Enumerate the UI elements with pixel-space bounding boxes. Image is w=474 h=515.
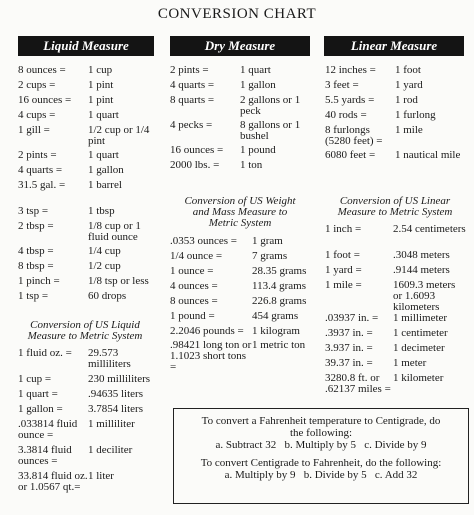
conversion-right-value: 1 kilometer	[393, 372, 444, 384]
conversion-left-value: 6080 feet =	[325, 149, 376, 161]
conversion-left-value: .03937 in. =	[325, 312, 379, 324]
conversion-left-value: 1 gill =	[18, 124, 50, 136]
conversion-right-value: 1 yard	[395, 79, 423, 91]
conversion-left-value: 1 mile =	[325, 279, 362, 291]
conversion-right-value: 1 milliliter	[88, 418, 135, 430]
conversion-right-value: 1 pint	[88, 79, 114, 91]
conversion-left-value: .0353 ounces =	[170, 235, 237, 247]
conversion-right-value: .3048 meters	[393, 249, 450, 261]
conversion-right-value: 113.4 grams	[252, 280, 306, 292]
conversion-right-value: 60 drops	[88, 290, 127, 302]
linear-metric-title: Conversion of US Linear Measure to Metric System	[337, 195, 453, 218]
conversion-left-value: 1 gallon =	[18, 403, 63, 415]
conversion-right-value: 3.7854 liters	[88, 403, 143, 415]
conversion-left-value: 8 tbsp =	[18, 260, 54, 272]
conversion-right-value: 1 gram	[252, 235, 283, 247]
conversion-right-value: 7 grams	[252, 250, 288, 262]
conversion-left-value: 5.5 yards =	[325, 94, 375, 106]
conversion-left-value: 3.937 in. =	[325, 342, 373, 354]
conversion-left-value: 4 cups =	[18, 109, 56, 121]
dry-metric-title: Conversion of US Weight and Mass Measure to Metric System	[184, 195, 296, 229]
conversion-right-value: 1 furlong	[395, 109, 436, 121]
conversion-left-value: 16 ounces =	[170, 144, 224, 156]
conversion-left-value: 3.3814 fluid ounces =	[18, 444, 72, 467]
conversion-left-value: 2 pints =	[18, 149, 57, 161]
conversion-left-value: 39.37 in. =	[325, 357, 373, 369]
conversion-right-value: 1 quart	[88, 109, 119, 121]
conversion-left-value: 4 ounces =	[170, 280, 218, 292]
conversion-right-value: 1/2 cup or 1/4 pint	[88, 124, 150, 147]
conversion-left-value: 3280.8 ft. or .62137 miles =	[325, 372, 391, 395]
conversion-right-value: 29.573 milliliters	[88, 347, 131, 370]
conversion-left-value: 1/4 ounce =	[170, 250, 223, 262]
conversion-right-value: 1 barrel	[88, 179, 122, 191]
conversion-right-value: 2 gallons or 1 peck	[240, 94, 301, 117]
f-to-c-steps: a. Subtract 32 b. Multiply by 5 c. Divide by 9	[215, 439, 427, 451]
conversion-right-value: 1609.3 meters or 1.6093 kilometers	[393, 279, 456, 313]
conversion-left-value: 8 quarts =	[170, 94, 215, 106]
conversion-left-value: 1 pinch =	[18, 275, 60, 287]
conversion-left-value: 1 cup =	[18, 373, 52, 385]
conversion-left-value: 1 foot =	[325, 249, 360, 261]
conversion-left-value: 1 ounce =	[170, 265, 214, 277]
conversion-right-value: 8 gallons or 1 bushel	[240, 119, 301, 142]
conversion-left-value: 3 tsp =	[18, 205, 49, 217]
conversion-left-value: 1 yard =	[325, 264, 362, 276]
liquid-measure-column	[18, 36, 154, 56]
conversion-right-value: 2.54 centimeters	[393, 223, 466, 235]
conversion-left-value: 4 tbsp =	[18, 245, 54, 257]
conversion-left-value: 40 rods =	[325, 109, 367, 121]
conversion-left-value: 1 quart =	[18, 388, 58, 400]
page-title: CONVERSION CHART	[157, 6, 317, 22]
conversion-right-value: .94635 liters	[88, 388, 143, 400]
conversion-right-value: 1 tbsp	[88, 205, 115, 217]
conversion-right-value: 1 rod	[395, 94, 418, 106]
conversion-left-value: 31.5 gal. =	[18, 179, 66, 191]
conversion-left-value: 3 feet =	[325, 79, 359, 91]
conversion-right-value: 1 gallon	[88, 164, 124, 176]
conversion-right-value: 1 foot	[395, 64, 421, 76]
liquid-measure-header: Liquid Measure	[18, 36, 154, 56]
linear-measure-header: Linear Measure	[324, 36, 464, 56]
conversion-right-value: 28.35 grams	[252, 265, 307, 277]
conversion-left-value: 4 quarts =	[18, 164, 63, 176]
liquid-metric-title: Conversion of US Liquid Measure to Metric System	[27, 319, 143, 342]
conversion-right-value: 1 meter	[393, 357, 427, 369]
conversion-right-value: 1 centimeter	[393, 327, 448, 339]
c-to-f-steps: a. Multiply by 9 b. Divide by 5 c. Add 32	[224, 469, 418, 481]
dry-measure-column	[170, 36, 310, 56]
conversion-right-value: .9144 meters	[393, 264, 450, 276]
conversion-left-value: 1 fluid oz. =	[18, 347, 72, 359]
temperature-conversion-box	[173, 408, 469, 504]
conversion-right-value: 230 milliliters	[88, 373, 151, 385]
conversion-left-value: 12 inches =	[325, 64, 376, 76]
conversion-left-value: .033814 fluid ounce =	[18, 418, 78, 441]
conversion-right-value: 1 deciliter	[88, 444, 133, 456]
conversion-right-value: 1 metric ton	[252, 339, 306, 351]
conversion-right-value: 1 pint	[88, 94, 114, 106]
conversion-right-value: 1 liter	[88, 470, 114, 482]
conversion-left-value: 8 furlongs (5280 feet) =	[325, 124, 383, 147]
conversion-left-value: 16 ounces =	[18, 94, 72, 106]
c-to-f-intro: To convert Centigrade to Fahrenheit, do the following:	[200, 457, 442, 469]
conversion-right-value: 1 pound	[240, 144, 276, 156]
conversion-right-value: 1 cup	[88, 64, 113, 76]
conversion-right-value: 1 mile	[395, 124, 423, 136]
conversion-left-value: 1 tsp =	[18, 290, 49, 302]
conversion-right-value: 1/4 cup	[88, 245, 121, 257]
conversion-right-value: 454 grams	[252, 310, 299, 322]
conversion-right-value: 1 nautical mile	[395, 149, 461, 161]
conversion-right-value: 1/2 cup	[88, 260, 121, 272]
conversion-left-value: 2 cups =	[18, 79, 56, 91]
conversion-left-value: 1 pound =	[170, 310, 215, 322]
conversion-left-value: 33.814 fluid oz. or 1.0567 qt.=	[18, 470, 88, 493]
f-to-c-intro: To convert a Fahrenheit temperature to Centigrade, do the following:	[201, 415, 441, 439]
conversion-left-value: 1 inch =	[325, 223, 362, 235]
conversion-right-value: 226.8 grams	[252, 295, 307, 307]
conversion-right-value: 1 kilogram	[252, 325, 300, 337]
conversion-right-value: 1 quart	[240, 64, 271, 76]
conversion-right-value: 1 gallon	[240, 79, 276, 91]
conversion-right-value: 1 quart	[88, 149, 119, 161]
conversion-right-value: 1 decimeter	[393, 342, 445, 354]
conversion-left-value: 4 pecks =	[170, 119, 213, 131]
conversion-left-value: 8 ounces =	[170, 295, 218, 307]
conversion-left-value: .3937 in. =	[325, 327, 373, 339]
conversion-right-value: 1 millimeter	[393, 312, 448, 324]
linear-measure-column	[324, 36, 464, 56]
conversion-left-value: 2.2046 pounds =	[170, 325, 244, 337]
conversion-right-value: 1 ton	[240, 159, 263, 171]
conversion-left-value: 2 tbsp =	[18, 220, 54, 232]
conversion-left-value: 4 quarts =	[170, 79, 215, 91]
conversion-left-value: 2 pints =	[170, 64, 209, 76]
conversion-right-value: 1/8 tsp or less	[88, 275, 149, 287]
conversion-right-value: 1/8 cup or 1 fluid ounce	[88, 220, 141, 243]
dry-measure-header: Dry Measure	[170, 36, 310, 56]
conversion-left-value: 8 ounces =	[18, 64, 66, 76]
conversion-left-value: 2000 lbs. =	[170, 159, 220, 171]
conversion-left-value: .98421 long ton or 1.1023 short tons =	[170, 339, 252, 373]
